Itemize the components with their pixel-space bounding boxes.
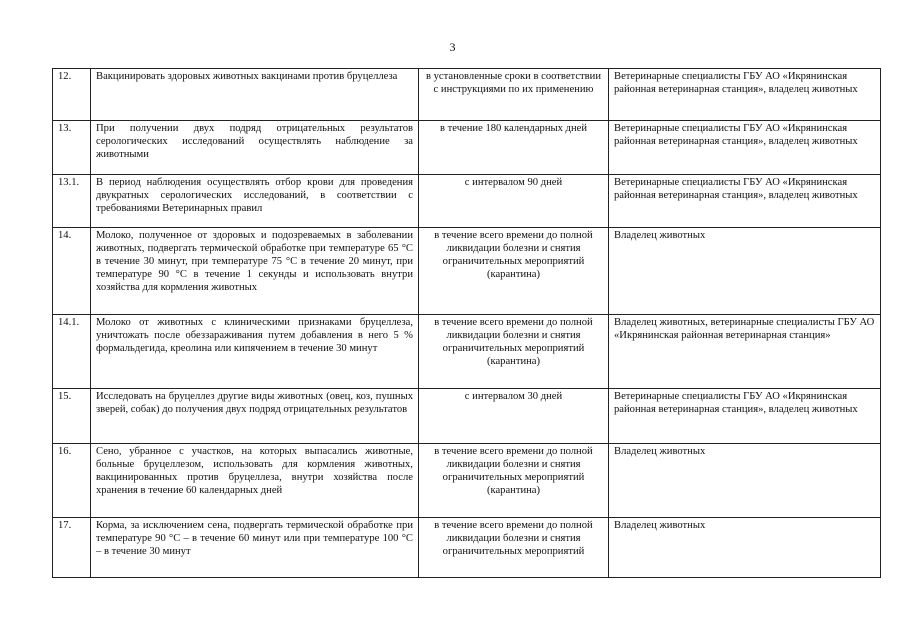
row-term: в течение всего времени до полной ликвидации болезни и снятия ограничительных мероприятий [419,518,609,578]
row-number: 14.1. [53,315,91,389]
row-responsible: Ветеринарные специалисты ГБУ АО «Икрянинская районная ветеринарная станция», владелец животных [609,389,881,444]
row-term: с интервалом 90 дней [419,175,609,228]
row-responsible: Ветеринарные специалисты ГБУ АО «Икрянинская районная ветеринарная станция», владелец животных [609,121,881,175]
row-term: в установленные сроки в соответствии с инструкциями по их применению [419,69,609,121]
row-responsible: Владелец животных [609,444,881,518]
table-row [53,315,881,389]
table-row [53,69,881,121]
table-row [53,444,881,518]
row-term: в течение 180 календарных дней [419,121,609,175]
table-row [53,121,881,175]
row-term: в течение всего времени до полной ликвидации болезни и снятия ограничительных мероприятий (карантина) [419,228,609,315]
row-term: с интервалом 30 дней [419,389,609,444]
row-responsible: Ветеринарные специалисты ГБУ АО «Икрянинская районная ветеринарная станция», владелец животных [609,175,881,228]
table-row [53,175,881,228]
row-action: При получении двух подряд отрицательных результатов серологических исследований осуществлять наблюдение за животными [91,121,419,175]
row-term: в течение всего времени до полной ликвидации болезни и снятия ограничительных мероприятий (карантина) [419,444,609,518]
row-action: Молоко от животных с клиническими признаками бруцеллеза, уничтожать после обеззараживания путем добавления в него 5 % формальдегида, креолина или кипячением в течение 30 минут [91,315,419,389]
row-action: Молоко, полученное от здоровых и подозреваемых в заболевании животных, подвергать термической обработке при температуре 65 °С в течение 30 минут, при температуре 75 °С в течение 20 минут, при температуре 90 °С в течение 1 секунды и использовать внутри хозяйства для кормления животных [91,228,419,315]
row-number: 13.1. [53,175,91,228]
row-action: В период наблюдения осуществлять отбор крови для проведения двукратных серологических исследований, в соответствии с требованиями Ветеринарных правил [91,175,419,228]
table-row [53,228,881,315]
row-term: в течение всего времени до полной ликвидации болезни и снятия ограничительных мероприятий (карантина) [419,315,609,389]
row-responsible: Владелец животных, ветеринарные специалисты ГБУ АО «Икрянинская районная ветеринарная станция» [609,315,881,389]
row-number: 14. [53,228,91,315]
row-number: 12. [53,69,91,121]
row-action: Исследовать на бруцеллез другие виды животных (овец, коз, пушных зверей, собак) до получения двух подряд отрицательных результатов [91,389,419,444]
table-row [53,389,881,444]
row-number: 13. [53,121,91,175]
row-responsible: Ветеринарные специалисты ГБУ АО «Икрянинская районная ветеринарная станция», владелец животных [609,69,881,121]
row-number: 15. [53,389,91,444]
row-action: Корма, за исключением сена, подвергать термической обработке при температуре 90 °С – в течение 60 минут или при температуре 100 °С – в течение 30 минут [91,518,419,578]
measures-table [52,68,881,578]
row-number: 16. [53,444,91,518]
table-row [53,518,881,578]
row-responsible: Владелец животных [609,228,881,315]
page-number: 3 [449,40,456,54]
row-number: 17. [53,518,91,578]
row-action: Сено, убранное с участков, на которых выпасались животные, больные бруцеллезом, использовать для кормления животных, вакцинированных против бруцеллеза, внутри хозяйства после хранения в течение 60 календарных дней [91,444,419,518]
row-action: Вакцинировать здоровых животных вакцинами против бруцеллеза [91,69,419,121]
row-responsible: Владелец животных [609,518,881,578]
